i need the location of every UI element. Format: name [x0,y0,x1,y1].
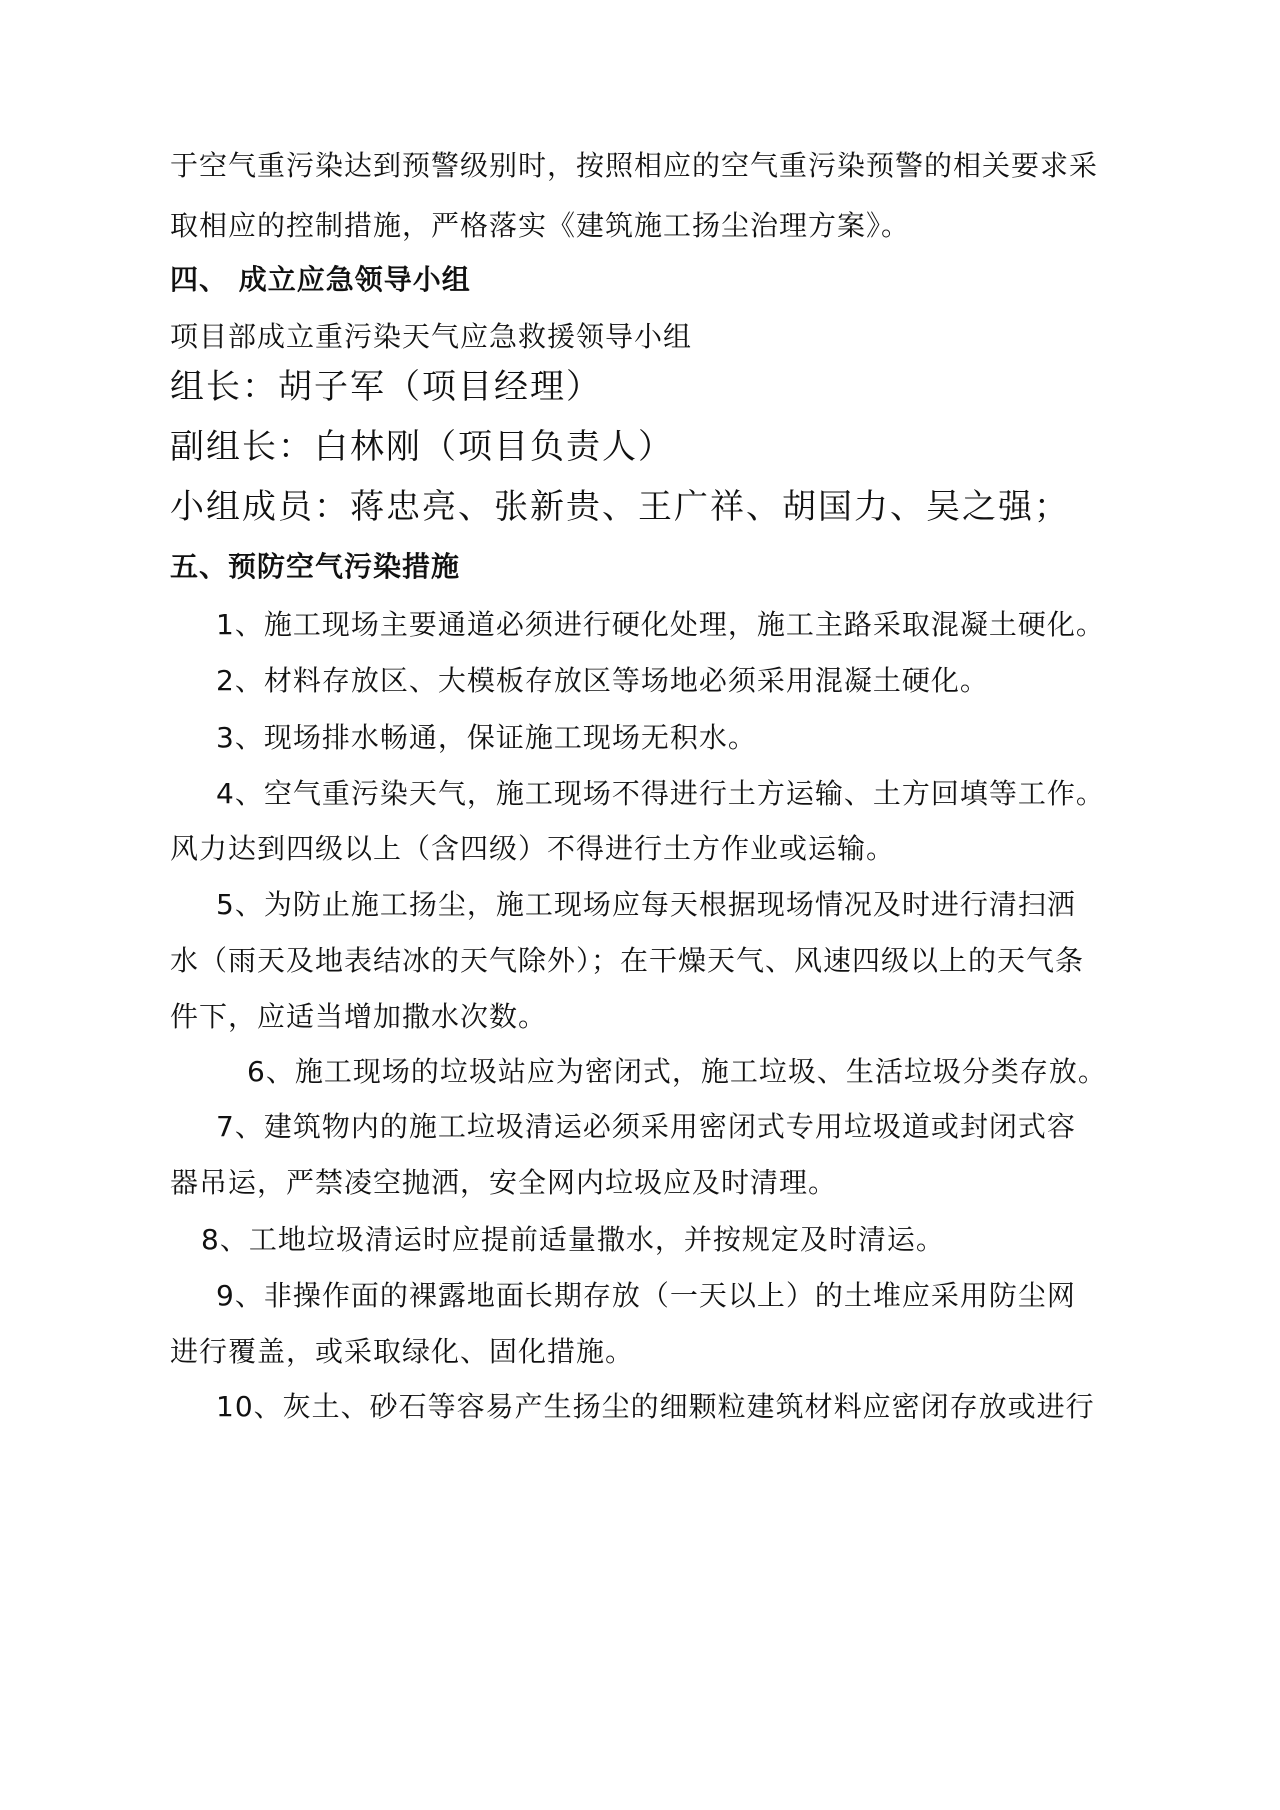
intro-line: 取相应的控制措施，严格落实《建筑施工扬尘治理方案》。 [170,209,911,242]
group-leader: 组长：胡子军（项目经理） [170,367,602,407]
group-deputy: 副组长：白林刚（项目负责人） [170,427,674,467]
measure-line: 3、现场排水畅通，保证施工现场无积水。 [216,721,757,754]
measure-line: 2、材料存放区、大模板存放区等场地必须采用混凝土硬化。 [216,664,989,697]
intro-line: 于空气重污染达到预警级别时，按照相应的空气重污染预警的相关要求采 [170,149,1099,182]
measure-line: 6、施工现场的垃圾站应为密闭式，施工垃圾、生活垃圾分类存放。 [247,1055,1107,1088]
section-5-heading: 五、预防空气污染措施 [170,550,461,583]
measure-line: 8、工地垃圾清运时应提前适量撒水，并按规定及时清运。 [201,1223,945,1256]
group-members: 小组成员：蒋忠亮、张新贵、王广祥、胡国力、吴之强； [170,487,1070,527]
measure-line: 件下，应适当增加撒水次数。 [170,1000,548,1033]
measure-line: 风力达到四级以上（含四级）不得进行土方作业或运输。 [170,832,896,865]
measure-line: 进行覆盖，或采取绿化、固化措施。 [170,1335,635,1368]
measure-line: 器吊运，严禁凌空抛洒，安全网内垃圾应及时清理。 [170,1166,838,1199]
measure-line: 7、建筑物内的施工垃圾清运必须采用密闭式专用垃圾道或封闭式容 [216,1110,1076,1143]
measure-line: 10、灰土、砂石等容易产生扬尘的细颗粒建筑材料应密闭存放或进行 [216,1390,1095,1423]
measure-line: 9、非操作面的裸露地面长期存放（一天以上）的土堆应采用防尘网 [216,1279,1076,1312]
measure-line: 1、施工现场主要通道必须进行硬化处理，施工主路采取混凝土硬化。 [216,608,1105,641]
section-4-intro: 项目部成立重污染天气应急救援领导小组 [170,320,693,353]
measure-line: 水（雨天及地表结冰的天气除外）；在干燥天气、风速四级以上的天气条 [170,944,1085,977]
section-4-heading: 四、 成立应急领导小组 [170,263,471,296]
measure-line: 5、为防止施工扬尘，施工现场应每天根据现场情况及时进行清扫洒 [216,888,1076,921]
measure-line: 4、空气重污染天气，施工现场不得进行土方运输、土方回填等工作。 [216,777,1105,810]
